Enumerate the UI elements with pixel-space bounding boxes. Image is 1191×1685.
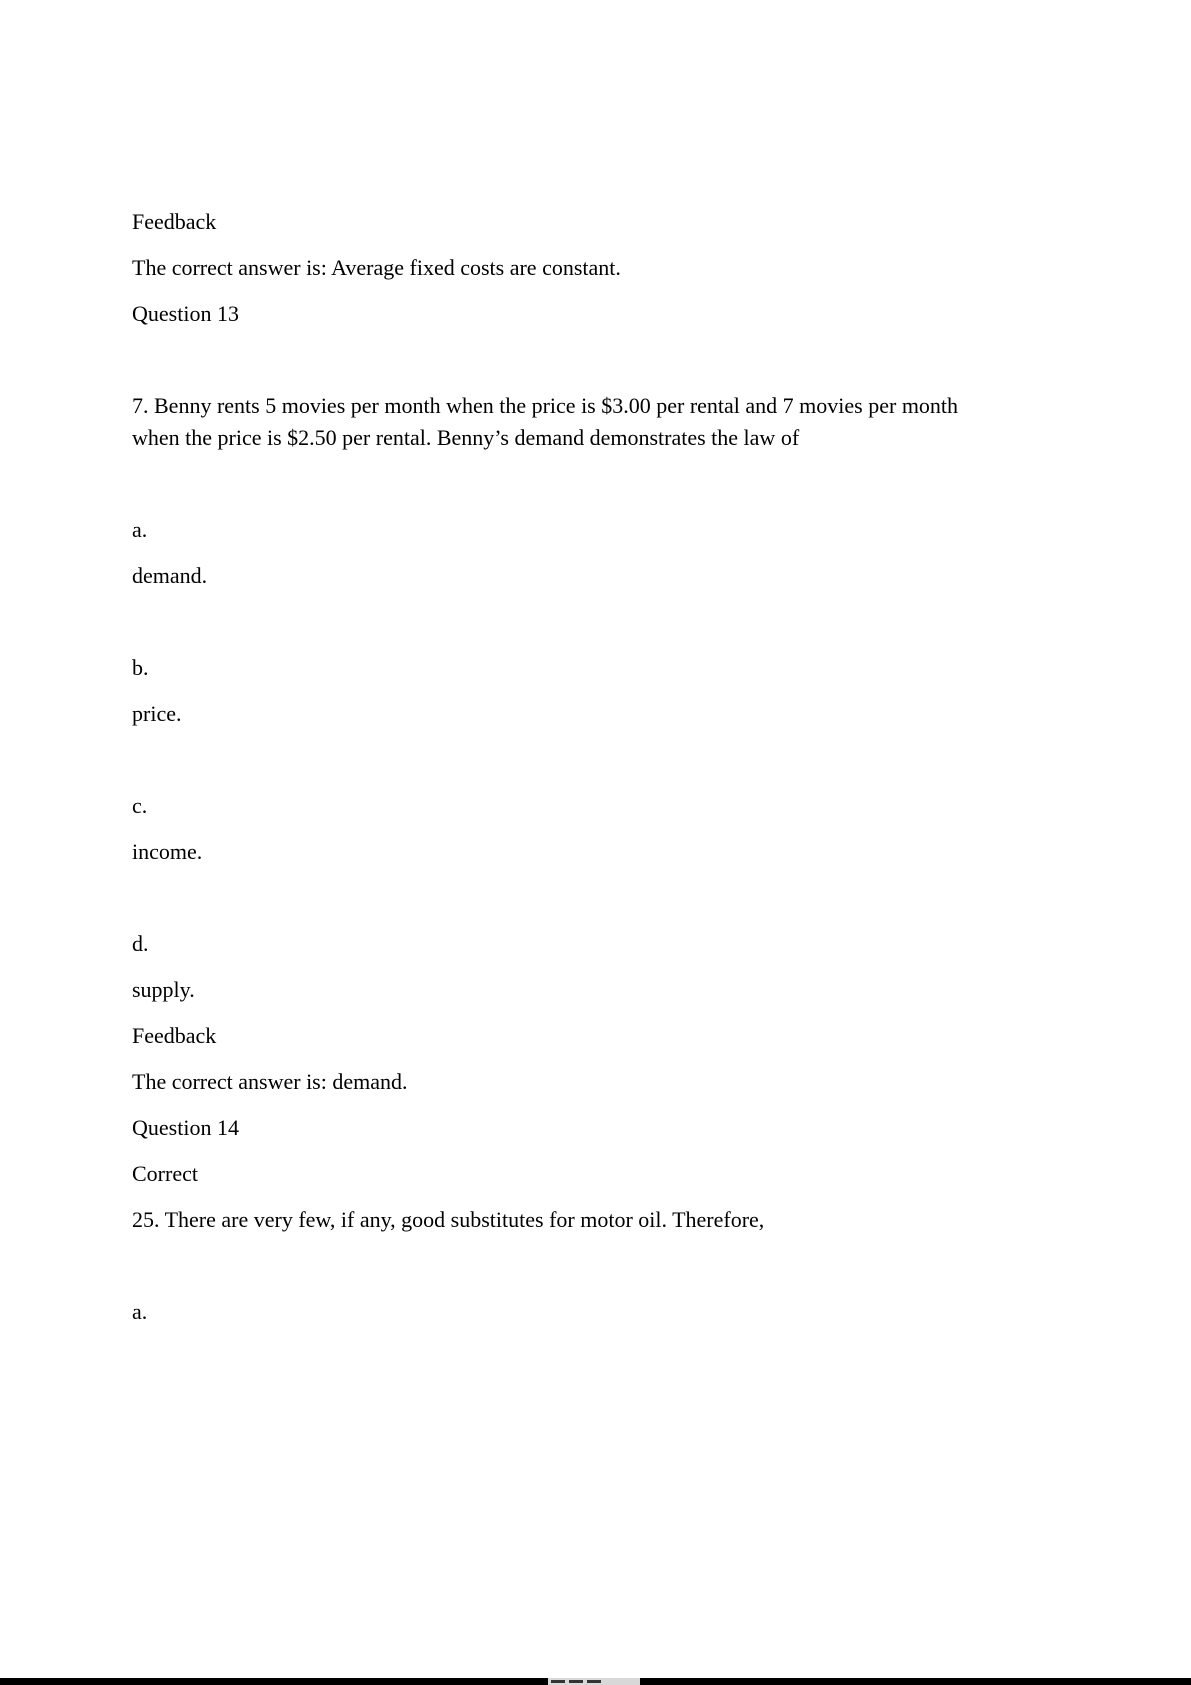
spacer-paragraph (132, 744, 980, 776)
option-b-text: price. (132, 701, 182, 726)
feedback-label: Feedback (132, 209, 217, 234)
option-a-label: a. (132, 517, 148, 542)
page-bottom-edge-fragment (548, 1678, 640, 1685)
question-14-heading: Question 14 (132, 1115, 239, 1140)
edge-tick (587, 1680, 601, 1683)
question-14-text: 25. There are very few, if any, good substitutes for motor oil. Therefore, (132, 1207, 765, 1232)
edge-tick (551, 1680, 565, 1683)
correct-status-label: Correct (132, 1161, 198, 1186)
document-body (132, 206, 980, 1342)
feedback-label: Feedback (132, 1023, 217, 1048)
question-13-heading: Question 13 (132, 301, 239, 326)
option-c-text: income. (132, 839, 203, 864)
option-c-label: c. (132, 793, 148, 818)
spacer-paragraph (132, 344, 980, 376)
correct-answer-text: The correct answer is: Average fixed costs are constant. (132, 255, 621, 280)
page-bottom-edge-bar (0, 1678, 1191, 1685)
correct-answer-text: The correct answer is: demand. (132, 1069, 408, 1094)
option-d-label: d. (132, 931, 149, 956)
option-b-label: b. (132, 655, 149, 680)
question-13-text: 7. Benny rents 5 movies per month when the price is $3.00 per rental and 7 movies per month when the price is $2.50 per rental. Benny’s demand demonstrates the law of (132, 393, 959, 450)
option-d-text: supply. (132, 977, 195, 1002)
edge-tick (569, 1680, 583, 1683)
spacer-paragraph (132, 468, 980, 500)
spacer-paragraph (132, 606, 980, 638)
option-a-text: demand. (132, 563, 208, 588)
option-a-label: a. (132, 1299, 148, 1324)
spacer-paragraph (132, 882, 980, 914)
spacer-paragraph (132, 1250, 980, 1282)
